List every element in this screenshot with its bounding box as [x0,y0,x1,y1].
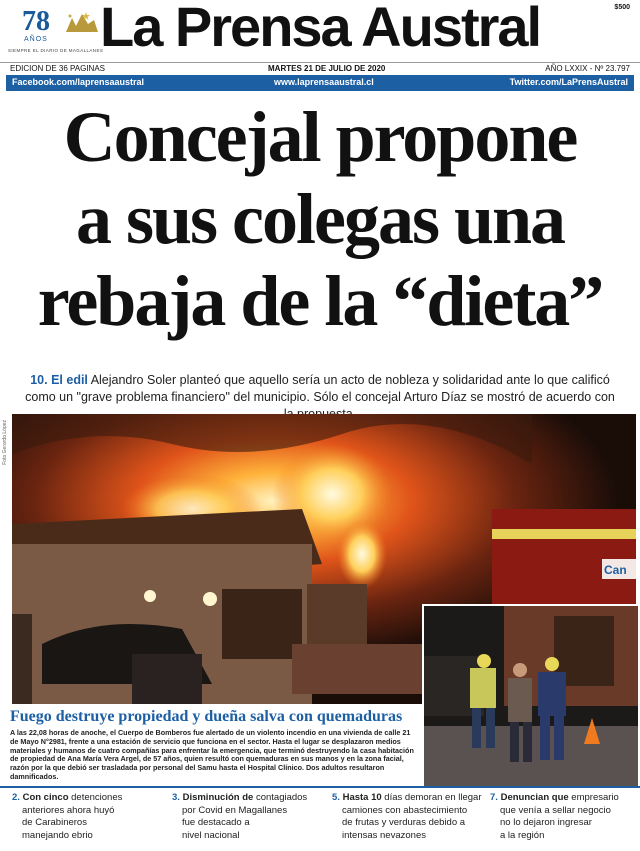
price: $500 [614,4,630,11]
masthead [0,0,640,62]
main-headline [0,96,640,342]
photo-credit: Foto Gerardo López [2,420,8,465]
headline-line-3: rebaja de la “dieta” [37,261,603,341]
teaser-line: anteriores ahora huyó [22,804,115,816]
teaser-line: no lo dejaron ingresar [500,817,592,828]
lede-page-number: 10. [30,373,48,387]
headline-line-1: Concejal propone [63,97,577,177]
teaser-lead: Hasta 10 [342,792,382,803]
teaser-number: 3. [172,792,180,803]
teaser-number: 7. [490,792,498,803]
teaser-line: a la región [500,829,545,841]
lede-lead: El edil [51,373,88,387]
truck-label: Can [604,563,627,577]
website-link[interactable]: www.laprensaaustral.cl [274,77,374,87]
issue-number: AÑO LXXIX - Nº 23.797 [545,64,630,73]
teaser-line: por Covid en Magallanes [182,804,288,816]
teaser-line: de Carabineros [22,817,87,828]
teaser-line: manejando ebrio [22,829,93,841]
headline-line-2: a sus colegas una [75,179,565,259]
page-count: EDICION DE 36 PAGINAS [10,64,105,73]
teaser-line: nivel nacional [182,829,240,841]
teaser-line: que venía a sellar negocio [500,804,611,816]
fire-story-title: Fuego destruye propiedad y dueña salva con quemaduras [10,708,403,725]
teaser-line: de frutas y verduras debido a [342,817,466,828]
newspaper-title: La Prensa Austral [100,0,541,58]
teaser-text: contagiados [253,792,308,803]
anniversary-subtitle: SIEMPRE EL DIARIO DE MAGALLANES [8,48,104,53]
teaser-line: camiones con abastecimiento [342,804,468,816]
teaser-text: empresario [568,792,619,803]
teaser-item[interactable] [490,792,635,842]
facebook-link[interactable]: Facebook.com/laprensaaustral [12,77,145,87]
teaser-item[interactable] [12,792,162,842]
teaser-lead: Con cinco [22,792,69,803]
teaser-text: días demoran en llegar [381,792,482,803]
lede-text: Alejandro Soler planteó que aquello sería un acto de nobleza y solidaridad ante lo que calificó como un "grave problema financiero" del municipio. Sólo el concejal Arturo Díaz se mostró de acuerdo con [25,373,615,404]
teaser-strip [0,786,640,851]
teaser-item[interactable] [332,792,482,842]
teaser-line: fue destacado a [182,817,250,828]
twitter-link[interactable]: Twitter.com/LaPrensAustral [509,77,628,87]
teaser-text: detenciones [68,792,123,803]
teaser-lead: Denuncian que [500,792,569,803]
teaser-lead: Disminución de [182,792,254,803]
link-bar [6,75,634,91]
info-bar [0,62,640,75]
teaser-number: 5. [332,792,340,803]
rescue-photo-illustration [424,606,638,786]
fire-story-body: A las 22,08 horas de anoche, el Cuerpo de Bomberos fue alertado de un violento incendio en una vivienda de calle 21 de Mayo N°2981, frente a una estación de servicio que funciona en el sector. Hasta el lugar se desplazaron medios materiales y humanos de cuatro compañías para enfrentar la emergencia, que terminó destruyendo la casa habitación de propiedad de Ana María Vera Argel, de 57 años, quien resultó con quemaduras en sus manos y en la zona facial, razón por la que debió ser trasladada por personal del Samu hasta el Hospital Clínico. Dos adultos resultaron damnificados. [10,728,414,781]
teaser-number: 2. [12,792,20,803]
teaser-line: intensas nevazones [342,829,426,841]
edition-date: MARTES 21 DE JULIO DE 2020 [268,64,386,73]
anniversary-label: AÑOS [24,36,48,43]
teaser-item[interactable] [172,792,322,842]
anniversary-number: 78 [22,6,50,37]
anniversary-logo [8,6,103,56]
rescue-inset-photo [422,604,640,788]
star-icon [58,10,100,40]
